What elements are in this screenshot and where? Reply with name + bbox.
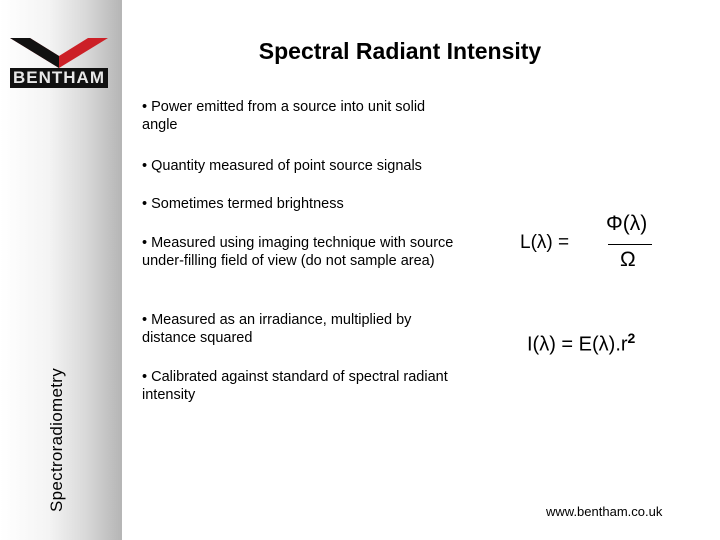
intensity-formula <box>527 330 667 364</box>
fraction-bar <box>608 244 652 245</box>
logo-chevron-icon <box>10 38 108 68</box>
slide-title: Spectral Radiant Intensity <box>258 38 542 64</box>
sidebar <box>0 0 122 540</box>
bentham-logo <box>10 38 108 92</box>
footer-url: www.bentham.co.uk <box>546 504 663 519</box>
formula-numerator: Φ(λ) <box>606 212 648 235</box>
formula-denominator: Ω <box>620 248 636 271</box>
formula-text: I(λ) = E(λ).r <box>527 333 628 356</box>
bullet-item: • Calibrated against standard of spectral radiant intensity <box>142 369 448 403</box>
logo-text: BENTHAM <box>10 68 108 88</box>
formula-exponent: 2 <box>627 330 636 346</box>
formula-lhs: L(λ) = <box>520 232 570 253</box>
radiance-formula <box>520 212 660 278</box>
bullet-item: • Power emitted from a source into unit solid angle <box>142 99 426 133</box>
sidebar-label: Spectroradiometry <box>47 368 66 512</box>
bullet-item: • Sometimes termed brightness <box>142 196 344 212</box>
bullet-item: • Measured as an irradiance, multiplied by distance squared <box>142 312 412 346</box>
bullet-item: • Measured using imaging technique with source under-filling field of view (do not sample area) <box>142 235 454 269</box>
bullet-item: • Quantity measured of point source signals <box>142 158 422 174</box>
